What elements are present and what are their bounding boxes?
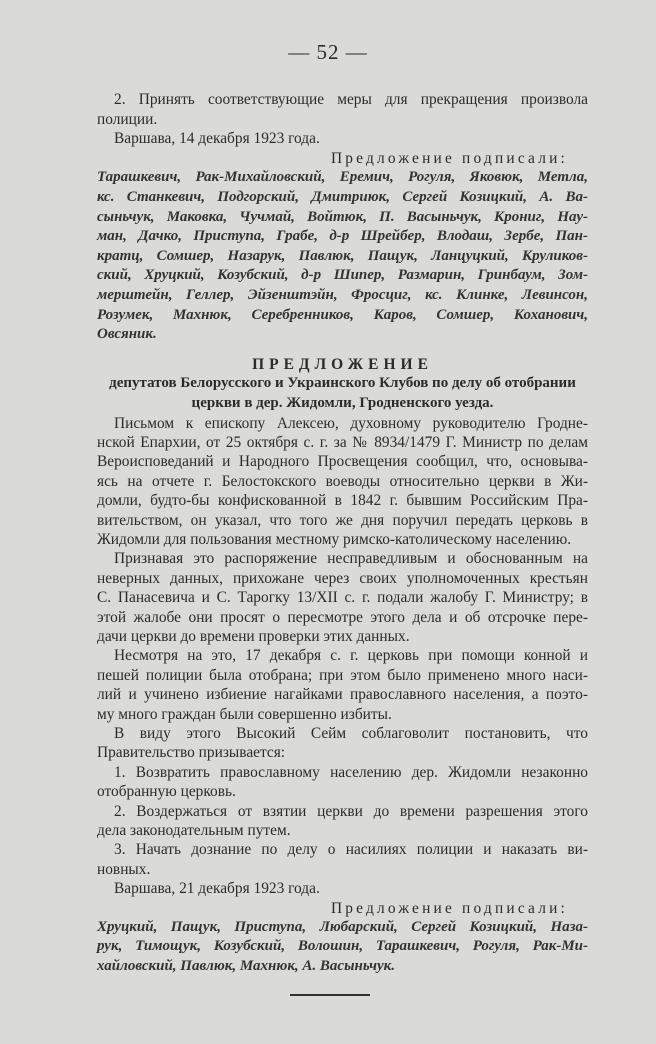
text-line: ясь на отчете г. Белостокского воеводы относительно церкви в Жи- <box>97 472 588 490</box>
text-line: В виду этого Высокий Сейм соблаговолит постановить, что <box>114 725 588 742</box>
text-line: сыньчук, Маковка, Чучмай, Войтюк, П. Васыньчук, Крониг, Нау- <box>97 208 588 225</box>
text-line: 2. Принять соответствующие меры для прекращения произвола <box>114 91 588 108</box>
text-line: 3. Начать дознание по делу о насилиях полиции и наказать ви- <box>114 841 588 859</box>
signature-list <box>97 918 588 976</box>
paragraph <box>97 646 588 724</box>
text-line: кс. Станкевич, Подгорский, Дмитриюк, Сергей Козицкий, А. Ва- <box>97 188 588 205</box>
paragraph <box>97 724 588 763</box>
text-line: Правительство призывается: <box>97 744 286 762</box>
paragraph <box>97 549 588 646</box>
body-paragraphs <box>97 414 588 880</box>
text-line: 1. Возвратить православному населению дер. Жидомли незаконно <box>114 763 588 781</box>
closing-rule <box>290 994 370 996</box>
text-line: дачи церкви до времени проверки этих данных. <box>97 627 410 645</box>
text-line: вительством, он указал, что того же дня поручил передать церковь в <box>97 511 588 529</box>
text-line: отобранную церковь. <box>97 783 236 801</box>
place-date: Варшава, 21 декабря 1923 года. <box>114 880 320 898</box>
text-line: Розумек, Махнюк, Серебренников, Каров, Сомшер, Коханович, <box>97 306 588 323</box>
paragraph <box>97 840 588 879</box>
text-line: Несмотря на это, 17 декабря с. г. церковь при помощи конной и <box>114 647 588 665</box>
text-line: домли, будто-бы конфискованной в 1842 г. бывшим Российским Пра- <box>97 492 588 510</box>
document-body <box>97 90 588 976</box>
section-subheading-line: церкви в дер. Жидомли, Гродненского уезда. <box>191 394 494 411</box>
text-line: му много граждан были совершенно избиты. <box>97 705 392 723</box>
text-line: Признавая это распоряжение несправедливым и обоснованным на <box>114 550 588 568</box>
text-line: кратц, Сомшер, Назарук, Павлюк, Пащук, Ланцуцкий, Круликов- <box>97 247 588 264</box>
section-heading: ПРЕДЛОЖЕНИЕ <box>252 355 433 373</box>
section-subheading-line: депутатов Белорусского и Украинского Клубов по делу об отобрании <box>109 375 576 392</box>
signature-list <box>97 168 588 344</box>
signed-label: Предложение подписали: <box>330 899 568 917</box>
text-line: 2. Воздержаться от взятии церкви до времени разрешения этого <box>114 802 588 820</box>
text-line: пешей полиции была отобрана; при этом было применено много наси- <box>97 666 588 684</box>
text-line: новных. <box>97 860 151 878</box>
signed-label: Предложение подписали: <box>330 149 568 167</box>
text-line: рук, Тимощук, Козубский, Волошин, Тарашкевич, Рогуля, Рак-Ми- <box>97 938 588 955</box>
text-line: Письмом к епископу Алексею, духовному руководителю Гродне- <box>114 414 588 432</box>
text-line: полиции. <box>97 110 158 128</box>
paragraph <box>97 763 588 802</box>
text-line: дела законодательным путем. <box>97 822 291 840</box>
paragraph <box>97 90 588 129</box>
text-line: хайловский, Павлюк, Махнюк, А. Васыньчук. <box>97 957 395 974</box>
text-line: Тарашкевич, Рак-Михайловский, Еремич, Рогуля, Яковюк, Метла, <box>97 169 588 186</box>
paragraph <box>97 414 588 550</box>
text-line: неверных данных, прихожане через своих уполномоченных крестьян <box>97 569 588 587</box>
text-line: ский, Хруцкий, Козубский, д-р Шипер, Размарин, Гринбаум, Зом- <box>97 267 588 284</box>
page-number: — 52 — <box>288 40 368 64</box>
text-line: лий и учинено избиение нагайками православного населения, а поэто- <box>97 686 588 704</box>
text-line: Хруцкий, Пащук, Приступа, Любарский, Сергей Козицкий, Наза- <box>97 919 588 936</box>
text-line: мерштейн, Геллер, Эйзенштэйн, Фросциг, кс. Клинке, Левинсон, <box>97 286 588 303</box>
text-line: С. Панасевича и С. Тарогку 13/XII с. г. подали жалобу Г. Министру; в <box>97 589 588 607</box>
text-line: этой жалобе они просят о пересмотре этого дела и об отсрочке пере- <box>97 608 588 626</box>
text-line: Вероисповеданий и Народного Просвещения сообщил, что, основыва- <box>97 453 588 471</box>
text-line: Овсяник. <box>97 326 157 343</box>
text-line: нской Епархии, от 25 октября с. г. за № 8934/1479 Г. Министр по делам <box>97 433 588 451</box>
place-date: Варшава, 14 декабря 1923 года. <box>114 130 320 148</box>
text-line: Жидомли для пользования местному римско-католическому населению. <box>97 530 572 548</box>
paragraph <box>97 802 588 841</box>
text-line: ман, Дачко, Приступа, Грабе, д-р Шрейбер, Влодаш, Зербе, Пан- <box>97 228 588 245</box>
